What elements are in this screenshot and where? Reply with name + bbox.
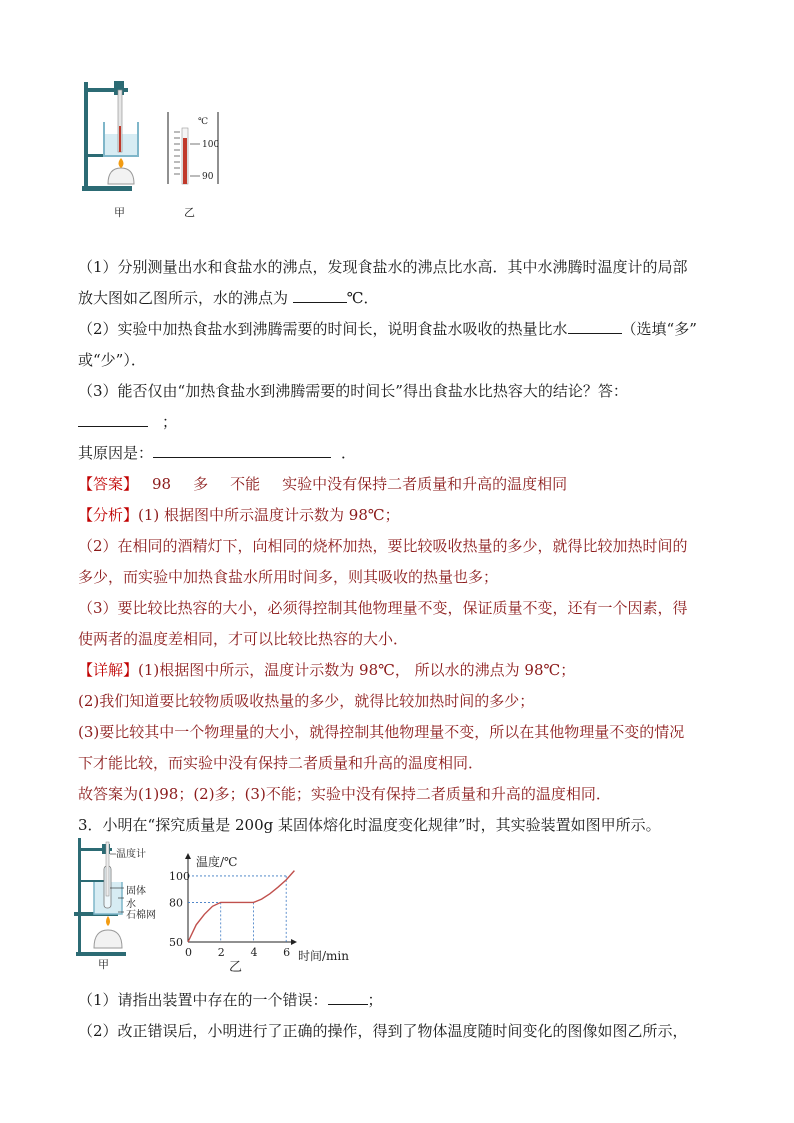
figure-2-label-yi: 乙: [229, 960, 243, 975]
figure-1-label-yi: 乙: [184, 206, 195, 219]
analysis-line3: 多少，而实验中加热食盐水所用时间多，则其吸收的热量也多；: [78, 568, 499, 586]
answer-2: 多: [193, 475, 209, 493]
thermo-tick-90: 90: [202, 172, 214, 182]
temperature-curve: [188, 871, 294, 942]
answer-4: 实验中没有保持二者质量和升高的温度相同: [282, 475, 568, 493]
label-water: 水: [126, 899, 136, 910]
detail-text-1: (1)根据图中所示，温度计示数为 98℃， 所以水的沸点为 98℃；: [138, 661, 576, 679]
analysis-line5: 使两者的温度差相同，才可以比较比热容的大小．: [78, 630, 409, 648]
blank-heat-compare[interactable]: [568, 319, 622, 334]
x-tick-label: 4: [250, 946, 258, 959]
q-part3-semicolon: ；: [162, 413, 178, 431]
q-part1-text: 放大图如乙图所示，水的沸点为: [78, 289, 293, 307]
q-part3-period: ．: [341, 444, 357, 462]
q-part3-line3: [78, 443, 356, 463]
blank-reason[interactable]: [153, 443, 331, 458]
blank-apparatus-error[interactable]: [328, 990, 368, 1005]
q-part2-line2: 或“少”）．: [78, 351, 146, 369]
y-tick-label: 50: [169, 936, 183, 949]
temperature-time-chart: [166, 850, 362, 970]
detail-line1: [78, 660, 575, 680]
q-part2-line1: [78, 319, 697, 339]
label-thermometer: 温度计: [116, 849, 146, 860]
detail-line5: 故答案为(1)98；(2)多；(3)不能；实验中没有保持二者质量和升高的温度相同．: [78, 785, 611, 803]
analysis-line2: （2）在相同的酒精灯下，向相同的烧杯加热，要比较吸收热量的多少，就得比较加热时间的: [78, 537, 688, 555]
answer-3: 不能: [230, 475, 261, 493]
q3-part1-text: （1）请指出装置中存在的一个错误：: [78, 991, 328, 1009]
q-part3-reason-label: 其原因是：: [78, 444, 154, 462]
q-part1-line2: [78, 288, 379, 308]
blank-boiling-point[interactable]: [293, 288, 347, 303]
figure-1: [78, 76, 238, 216]
q-part1-unit: ℃．: [346, 289, 379, 307]
stand-base: [82, 186, 132, 191]
x-tick-label: 0: [185, 946, 192, 959]
q3-part1: [78, 990, 383, 1010]
zoom-thermometer-liquid: [183, 138, 187, 184]
flame: [119, 158, 124, 168]
q-part3-line2: [78, 412, 177, 432]
answer-tag: 【答案】: [78, 475, 139, 493]
blank-can-conclude[interactable]: [78, 412, 148, 427]
q-part2-option: （选填“多”: [621, 320, 697, 338]
analysis-line1: [78, 505, 400, 525]
answer-line: [78, 474, 567, 494]
q-part1-line1: （1）分别测量出水和食盐水的沸点，发现食盐水的沸点比水高．其中水沸腾时温度计的局部: [78, 258, 688, 276]
label-solid: 固体: [126, 886, 146, 897]
thermometer-2: [106, 842, 109, 896]
answer-1: 98: [152, 475, 172, 493]
q3-part2: （2）改正错误后，小明进行了正确的操作，得到了物体温度随时间变化的图像如图乙所示，: [78, 1022, 688, 1040]
y-tick-label: 100: [169, 869, 190, 883]
detail-line4: 下才能比较，而实验中没有保持二者质量和升高的温度相同．: [78, 754, 484, 772]
analysis-tag: 【分析】: [78, 506, 139, 524]
figure-1-label-jia: 甲: [114, 206, 125, 219]
flame-2: [106, 916, 110, 926]
analysis-text-1: (1) 根据图中所示温度计示数为 98℃；: [138, 506, 400, 524]
burner-2: [94, 930, 122, 948]
x-axis-label: 时间/min: [298, 949, 349, 963]
detail-tag: 【详解】: [78, 661, 139, 679]
y-tick-label: 80: [169, 896, 183, 910]
thermometer-liquid: [119, 126, 121, 152]
x-tick-label: 6: [283, 946, 291, 959]
figure-2-label-jia: 甲: [98, 958, 109, 971]
thermo-tick-100: 100: [202, 140, 220, 150]
label-gauze: 石棉网: [126, 910, 156, 921]
stand-rod: [84, 82, 88, 188]
y-axis-label: 温度/℃: [196, 855, 238, 869]
analysis-line4: （3）要比较比热容的大小，必须得控制其他物理量不变，保证质量不变，还有一个因素，得: [78, 599, 688, 617]
q3-part1-semicolon: ；: [367, 991, 383, 1009]
x-tick-label: 2: [217, 946, 225, 959]
detail-line2: (2)我们知道要比较物质吸收热量的多少，就得比较加热时间的多少；: [78, 692, 535, 710]
q-part3-line1: （3）能否仅由“加热食盐水到沸腾需要的时间长”得出食盐水比热容大的结论？答：: [78, 382, 628, 400]
stand-rod-2: [78, 838, 81, 954]
thermo-unit: ℃: [198, 117, 209, 127]
alcohol-burner: [108, 168, 134, 184]
detail-line3: (3)要比较其中一个物理量的大小，就得控制其他物理量不变，所以在其他物理量不变的情况: [78, 723, 685, 741]
q-part2-text: （2）实验中加热食盐水到沸腾需要的时间长，说明食盐水吸收的热量比水: [78, 320, 568, 338]
q3-title: 3．小明在“探究质量是 200g 某固体熔化时温度变化规律”时，其实验装置如图甲所示。: [78, 816, 661, 834]
